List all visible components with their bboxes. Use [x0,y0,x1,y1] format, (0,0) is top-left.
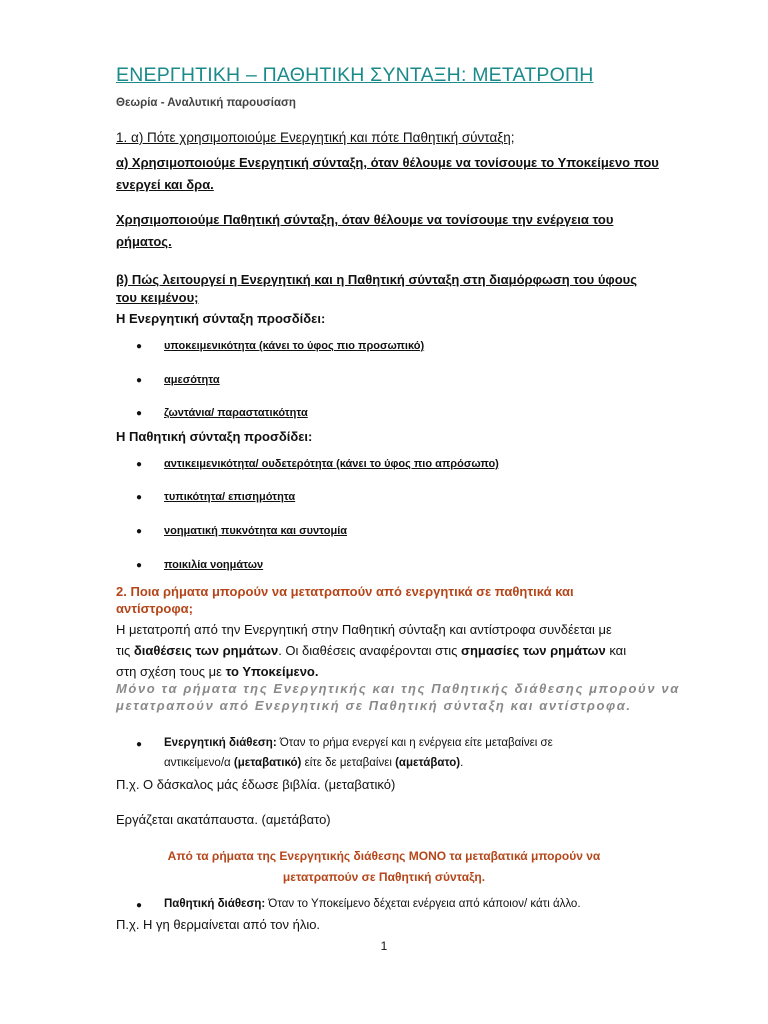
bullet-icon: ● [136,900,143,911]
bullet-icon: ● [136,560,143,571]
section2-para-line2: τις διαθέσεις των ρημάτων. Οι διαθέσεις αναφέρονται στις σημασίες των ρημάτων και [116,643,627,658]
bullet-icon: ● [136,526,143,537]
section2-para-line3: στη σχέση τους με το Υποκείμενο. [116,664,319,679]
centered-note-line2: μετατραπούν σε Παθητική σύνταξη. [282,870,486,884]
active-voice-bullet: Ενεργητική διάθεση: Όταν το ρήμα ενεργεί και η ενέργεια είτε μεταβαίνει σε [164,737,553,749]
list-item: αντικειμενικότητα/ ουδετερότητα (κάνει το ύφος πιο απρόσωπο) [164,458,499,470]
section2-para-line1: Η μετατροπή από την Ενεργητική στην Παθητική σύνταξη και αντίστροφα συνδέεται με [116,622,612,637]
question-b-line2: του κειμένου; [116,290,199,305]
bullet-icon: ● [136,375,143,386]
answer-b-line2: ρήματος. [116,234,172,249]
document-title: ΕΝΕΡΓΗΤΙΚΗ – ΠΑΘΗΤΙΚΗ ΣΥΝΤΑΞΗ: ΜΕΤΑΤΡΟΠΗ [116,64,594,86]
list-item: υποκειμενικότητα (κάνει το ύφος πιο προσωπικό) [164,340,425,352]
answer-b-line1: Χρησιμοποιούμε Παθητική σύνταξη, όταν θέλουμε να τονίσουμε την ενέργεια του [116,212,614,227]
document-subtitle: Θεωρία - Αναλυτική παρουσίαση [116,97,296,109]
active-heading: Η Ενεργητική σύνταξη προσδίδει: [116,311,326,326]
list-item: ζωντάνια/ παραστατικότητα [164,407,308,419]
bullet-icon: ● [136,739,143,750]
list-item: ποικιλία νοημάτων [164,559,264,571]
section2-heading-line2: αντίστροφα; [116,601,193,616]
bullet-icon: ● [136,408,143,419]
example-1: Π.χ. Ο δάσκαλος μάς έδωσε βιβλία. (μεταβατικό) [116,777,396,792]
example-3: Π.χ. Η γη θερμαίνεται από τον ήλιο. [116,917,321,932]
active-voice-bullet-line2: αντικείμενο/α (μεταβατικό) είτε δε μεταβαίνει (αμετάβατο). [164,757,464,769]
list-item: νοηματική πυκνότητα και συντομία [164,525,348,537]
note-line2: μετατραπούν από Ενεργητική σε Παθητική σύνταξη και αντίστροφα. [116,698,632,713]
centered-note-line1: Από τα ρήματα της Ενεργητικής διάθεσης ΜΟΝΟ τα μεταβατικά μπορούν να [167,849,601,863]
bullet-icon: ● [136,341,143,352]
page-number: 1 [380,939,388,953]
question-b-line1: β) Πώς λειτουργεί η Ενεργητική και η Παθητική σύνταξη στη διαμόρφωση του ύφους [116,272,637,287]
answer-a-line2: ενεργεί και δρα. [116,177,214,192]
passive-voice-bullet: Παθητική διάθεση: Όταν το Υποκείμενο δέχεται ενέργεια από κάποιον/ κάτι άλλο. [164,898,581,910]
section2-heading-line1: 2. Ποια ρήματα μπορούν να μετατραπούν από ενεργητικά σε παθητικά και [116,584,574,599]
bullet-icon: ● [136,459,143,470]
section1-question: 1. α) Πότε χρησιμοποιούμε Ενεργητική και πότε Παθητική σύνταξη; [116,130,515,145]
answer-a-line1: α) Χρησιμοποιούμε Ενεργητική σύνταξη, όταν θέλουμε να τονίσουμε το Υποκείμενο που [116,155,659,170]
note-line1: Μόνο τα ρήματα της Ενεργητικής και της Παθητικής διάθεσης μπορούν να [116,681,680,696]
list-item: αμεσότητα [164,374,220,386]
bullet-icon: ● [136,492,143,503]
list-item: τυπικότητα/ επισημότητα [164,491,296,503]
example-2: Εργάζεται ακατάπαυστα. (αμετάβατο) [116,812,331,827]
passive-heading: Η Παθητική σύνταξη προσδίδει: [116,429,313,444]
